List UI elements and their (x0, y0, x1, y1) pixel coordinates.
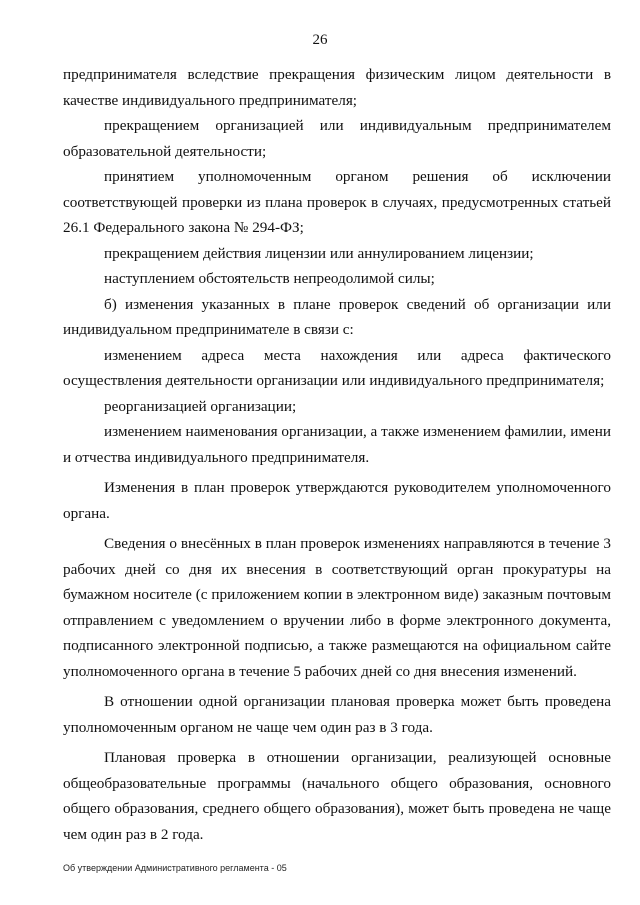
page-number: 26 (312, 32, 328, 48)
paragraph: изменением наименования организации, а также изменением фамилии, имени и отчества индивидуального предпринимателя. (63, 423, 611, 466)
paragraph: Сведения о внесённых в план проверок изменениях направляются в течение 3 рабочих дней со дня их внесения в соответствующий орган прокуратуры на бумажном носителе (с приложением копии в электронном виде) заказным почтовым отправлением с уведомлением о вручении либо в форме электронного документа, подписанного электронной подписью, а также размещаются на официальном сайте уполномоченного органа в течение 5 рабочих дней со дня внесения изменений. (63, 535, 611, 680)
paragraph: изменением адреса места нахождения или адреса фактического осуществления деятельности организации или индивидуального предпринимателя; (63, 346, 611, 389)
paragraph: наступлением обстоятельств непреодолимой силы; (104, 270, 435, 287)
paragraph: прекращением организацией или индивидуальным предпринимателем образовательной деятельности; (63, 117, 611, 160)
footer-note: Об утверждении Административного регламента - 05 (63, 863, 287, 873)
paragraph: прекращением действия лицензии или аннулированием лицензии; (104, 244, 534, 262)
paragraph: принятием уполномоченным органом решения об исключении соответствующей проверки из плана проверок в случаях, предусмотренных статьей 26.1 Федерального закона № 294-ФЗ; (63, 168, 611, 236)
paragraph: Плановая проверка в отношении организации, реализующей основные общеобразовательные программы (начального общего образования, основного общего образования, среднего общего образования), может быть проведена не чаще чем один раз в 2 года. (63, 749, 611, 843)
paragraph: реорганизацией организации; (104, 397, 297, 415)
paragraph: В отношении одной организации плановая проверка может быть проведена уполномоченным органом не чаще чем один раз в 3 года. (63, 693, 611, 736)
paragraph: Изменения в план проверок утверждаются руководителем уполномоченного органа. (63, 479, 611, 522)
paragraph: б) изменения указанных в плане проверок сведений об организации или индивидуальном предпринимателе в связи с: (63, 295, 611, 338)
document-body (63, 62, 611, 847)
paragraph-continuation: предпринимателя вследствие прекращения физическим лицом деятельности в качестве индивидуального предпринимателя; (63, 66, 611, 109)
